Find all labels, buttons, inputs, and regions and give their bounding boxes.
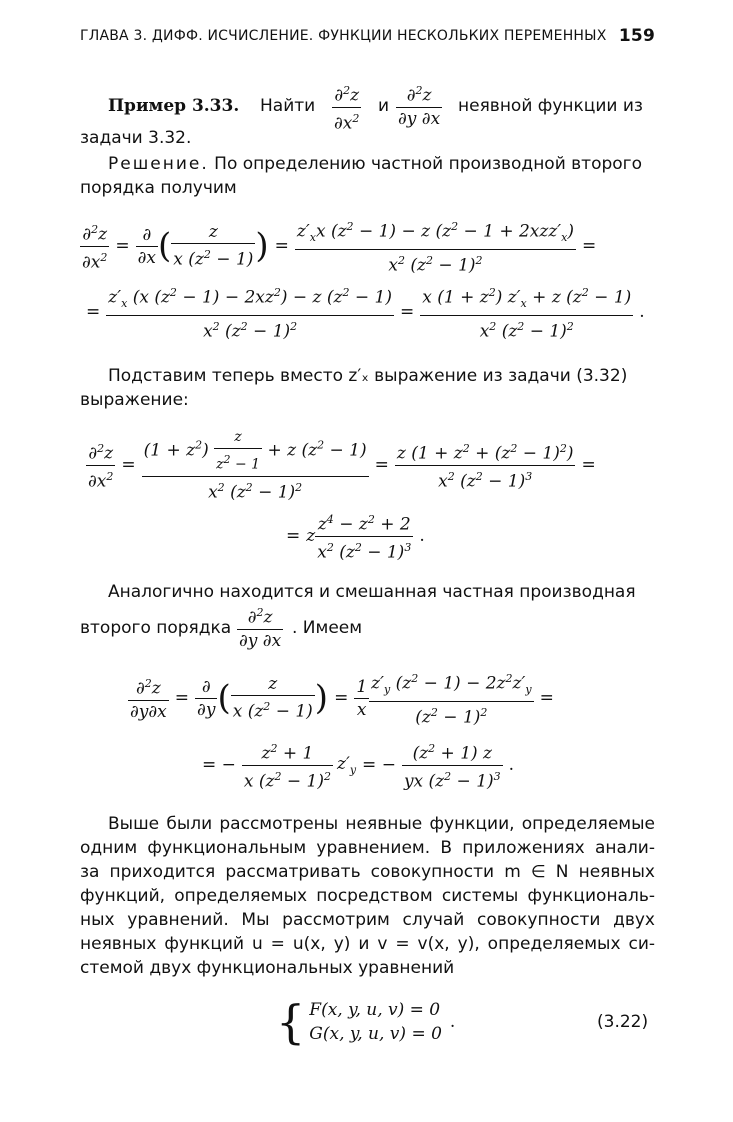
equation-3-line1: $\frac{\partial^2z}{\partial y\partial x}$ = $\frac{\partial}{\partial y}$ ( $\frac{z}{x (z^2 - 1)}$ ) = $\frac{1}{x}$ $\frac{z'_y (z^2 - 1) - 2z^2z'_y}{(z^2 - 1)^2}$ = — [128, 666, 655, 730]
solution-line2: порядка получим — [80, 178, 237, 198]
p4-line3: за приходится рассматривать совокупности m ∈ N неявных — [80, 862, 655, 882]
equation-1-line1: $\frac{\partial^2z}{\partial x^2}$ = $\frac{\partial}{\partial x}$ ( $\frac{z}{x (z^2 - 1)}$ ) = $\frac{z'_xx (z^2 - 1) - z (z^2 - 1 + 2xzz'_x)}{x^2 (z^2 - 1)^2}$ = — [80, 216, 655, 276]
p4-line5: ных уравнений. Мы рассмотрим случай совокупности двух — [80, 910, 655, 930]
equation-number: (3.22) — [597, 1012, 649, 1032]
equation-3-line2: = − $\frac{z^2 + 1}{x (z^2 - 1)^2}$ $z'_y$ = − $\frac{(z^2 + 1) z}{yx (z^2 - 1)^3}$ . — [196, 734, 596, 796]
solution-word: Решение. — [108, 154, 209, 174]
d2z-dx2-inline: $\frac{\partial^2z}{\partial x^2}$ — [332, 80, 361, 134]
mixed-line2a: второго порядка — [80, 618, 232, 638]
p4-line7: стемой двух функциональных уравнений — [80, 958, 455, 978]
d2z-dydx-inline-2: $\frac{\partial^2z}{\partial y \partial x}$ — [237, 602, 283, 652]
p4-line1: Выше были рассмотрены неявные функции, определяемые — [108, 814, 655, 834]
substitute-line2: выражение: — [80, 390, 189, 410]
example-heading — [80, 84, 655, 134]
equation-2-line2: = z $\frac{z^4 - z^2 + 2}{x^2 (z^2 - 1)^3}$ . — [280, 508, 480, 564]
mixed-line1: Аналогично находится и смешанная частная производная — [108, 582, 636, 602]
example-find: Найти — [260, 96, 316, 116]
example-tail: неявной функции из — [458, 96, 643, 116]
p4-line4: функций, определяемых посредством системы функциональ- — [80, 886, 655, 906]
p4-line6: неявных функций u = u(x, y) и v = v(x, y), определяемых си- — [80, 934, 655, 954]
implicit-functions-paragraph — [80, 812, 655, 980]
example-line2: задачи 3.32. — [80, 128, 192, 148]
substitute-paragraph — [80, 364, 655, 412]
mixed-derivative-paragraph — [80, 580, 655, 650]
system-eq2: G(x, y, u, v) = 0 — [309, 1024, 442, 1044]
left-brace: { — [276, 995, 306, 1049]
solution-paragraph — [80, 152, 655, 200]
solution-text: По определению частной производной второго — [214, 154, 643, 174]
mixed-line2b: . Имеем — [292, 618, 363, 638]
running-header — [80, 26, 655, 50]
page-number: 159 — [618, 26, 655, 46]
equation-1-line2: = $\frac{z'_x (x (z^2 - 1) - 2xz^2) - z (z^2 - 1)}{x^2 (z^2 - 1)^2}$ = $\frac{x (1 + z^2) z'_x + z (z^2 - 1)}{x^2 (z^2 - 1)^2}$ . — [80, 282, 655, 342]
equation-2-line1: $\frac{\partial^2z}{\partial x^2}$ = $(1 + z^2)$ $\frac{z}{z^2 - 1}$ + z $(z^2 - 1)$ $x^2$ $(z^2 - 1)^2$ = $\frac{z (1 + z^2 + (z^2 - 1)^2)}{x^2 (z^2 - 1)^3}$ = — [86, 426, 655, 504]
example-and: и — [378, 96, 390, 116]
p4-line2: одним функциональным уравнением. В приложениях анали- — [80, 838, 655, 858]
substitute-line1: Подставим теперь вместо z′ₓ выражение из задачи (3.32) — [108, 366, 628, 386]
equation-system: { F(x, y, u, v) = 0 G(x, y, u, v) = 0 . — [276, 995, 456, 1049]
example-label: Пример 3.33. — [108, 96, 240, 116]
d2z-dydx-inline: $\frac{\partial^2z}{\partial y \partial x}$ — [396, 80, 442, 130]
system-eq1: F(x, y, u, v) = 0 — [309, 1000, 441, 1020]
chapter-title: ГЛАВА 3. ДИФФ. ИСЧИСЛЕНИЕ. ФУНКЦИИ НЕСКОЛЬКИХ ПЕРЕМЕННЫХ — [80, 28, 607, 44]
